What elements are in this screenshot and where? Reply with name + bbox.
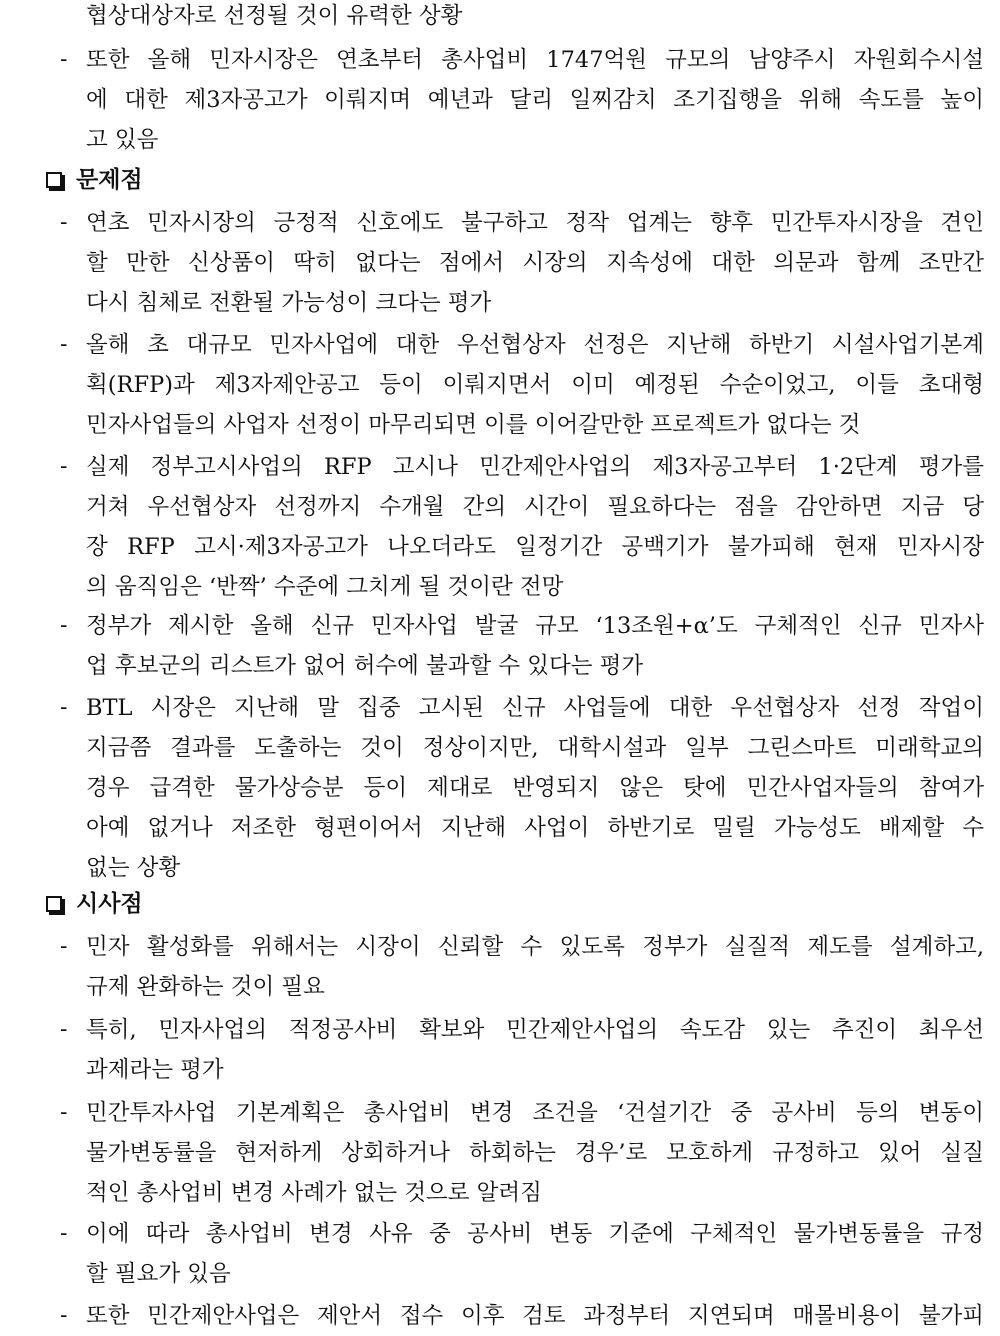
continuation-text [60, 0, 984, 36]
bullet-item [60, 927, 984, 1007]
text-line: 과제라는 평가 [86, 1057, 224, 1083]
text-line: 장 RFP 고시·제3자공고가 나오더라도 일정기간 공백기가 불가피해 현재 민자시장 [86, 534, 984, 560]
section-heading-implications [46, 884, 143, 924]
text-line: 민자 활성화를 위해서는 시장이 신뢰할 수 있도록 정부가 실질적 제도를 설계하고, [86, 934, 984, 960]
bullet-item [60, 1296, 984, 1336]
text-line: 적인 총사업비 변경 사례가 없는 것으로 알려짐 [86, 1180, 542, 1206]
text-line: 고 있음 [86, 127, 159, 153]
dash-marker: - [60, 1221, 68, 1246]
text-line: 실제 정부고시사업의 RFP 고시나 민간제안사업의 제3자공고부터 1·2단계 평가를 [86, 454, 984, 480]
text-line: 획(RFP)과 제3자제안공고 등이 이뤄지면서 이미 예정된 수순이었고, 이들 초대형 [86, 372, 984, 398]
dash-marker: - [60, 47, 68, 72]
dash-marker: - [60, 1100, 68, 1125]
dash-marker: - [60, 695, 68, 720]
text-line: 다시 침체로 전환될 가능성이 크다는 평가 [86, 290, 492, 316]
text-line: 민간투자사업 기본계획은 총사업비 변경 조건을 ‘건설기간 중 공사비 등의 변동이 [86, 1100, 984, 1126]
dash-marker: - [60, 210, 68, 235]
text-line: 할 만한 신상품이 딱히 없다는 점에서 시장의 지속성에 대한 의문과 함께 조만간 [86, 250, 984, 276]
text-line: 아예 없거나 저조한 형편이어서 지난해 사업이 하반기로 밀릴 가능성도 배제할 수 [86, 815, 984, 841]
bullet-item [60, 606, 984, 686]
text-line: 경우 급격한 물가상승분 등이 제대로 반영되지 않은 탓에 민간사업자들의 참여가 [86, 775, 984, 801]
dash-marker: - [60, 1017, 68, 1042]
dash-marker: - [60, 934, 68, 959]
text-line: 의 움직임은 ‘반짝’ 수준에 그치게 될 것이란 전망 [86, 574, 564, 600]
text-line: 정부가 제시한 올해 신규 민자사업 발굴 규모 ‘13조원+α’도 구체적인 신규 민자사 [86, 613, 984, 639]
checkbox-square-icon [46, 172, 62, 188]
bullet-item [60, 1093, 984, 1213]
text-line: 또한 올해 민자시장은 연초부터 총사업비 1747억원 규모의 남양주시 자원회수시설 [86, 47, 984, 73]
text-line: 에 대한 제3자공고가 이뤄지며 예년과 달리 일찌감치 조기집행을 위해 속도를 높이 [86, 87, 984, 113]
section-title: 시사점 [76, 891, 143, 917]
text-line: 지금쯤 결과를 도출하는 것이 정상이지만, 대학시설과 일부 그린스마트 미래학교의 [86, 735, 984, 761]
bullet-item [60, 325, 984, 445]
text-line: 또한 민간제안사업은 제안서 접수 이후 검토 과정부터 지연되며 매몰비용이 불가피 [86, 1303, 984, 1329]
section-heading-problems [46, 160, 143, 200]
text-line: 올해 초 대규모 민자사업에 대한 우선협상자 선정은 지난해 하반기 시설사업기본계 [86, 332, 984, 358]
bullet-item [60, 1010, 984, 1090]
text-line: 특히, 민자사업의 적정공사비 확보와 민간제안사업의 속도감 있는 추진이 최우선 [86, 1017, 984, 1043]
text-line: 없는 상황 [86, 855, 181, 881]
text-line: 민자사업들의 사업자 선정이 마무리되면 이를 이어갈만한 프로젝트가 없다는 것 [86, 412, 861, 438]
bullet-item [60, 40, 984, 160]
text-line: 연초 민자시장의 긍정적 신호에도 불구하고 정작 업계는 향후 민간투자시장을 견인 [86, 210, 984, 236]
dash-marker: - [60, 613, 68, 638]
dash-marker: - [60, 1303, 68, 1328]
dash-marker: - [60, 454, 68, 479]
section-title: 문제점 [76, 167, 143, 193]
text-line: 규제 완화하는 것이 필요 [86, 974, 325, 1000]
bullet-item [60, 203, 984, 323]
text-line: BTL 시장은 지난해 말 집중 고시된 신규 사업들에 대한 우선협상자 선정 작업이 [86, 695, 984, 721]
bullet-item [60, 1214, 984, 1294]
text-line: 협상대상자로 선정될 것이 유력한 상황 [86, 3, 463, 29]
dash-marker: - [60, 332, 68, 357]
text-line: 할 필요가 있음 [86, 1261, 231, 1287]
text-line: 물가변동률을 현저하게 상회하거나 하회하는 경우’로 모호하게 규정하고 있어 실질 [86, 1140, 984, 1166]
bullet-item [60, 447, 984, 607]
text-line: 업 후보군의 리스트가 없어 허수에 불과할 수 있다는 평가 [86, 653, 644, 679]
text-line: 거쳐 우선협상자 선정까지 수개월 간의 시간이 필요하다는 점을 감안하면 지금 당 [86, 494, 984, 520]
bullet-item [60, 688, 984, 888]
checkbox-square-icon [46, 896, 62, 912]
text-line: 이에 따라 총사업비 변경 사유 중 공사비 변동 기준에 구체적인 물가변동률을 규정 [86, 1221, 984, 1247]
